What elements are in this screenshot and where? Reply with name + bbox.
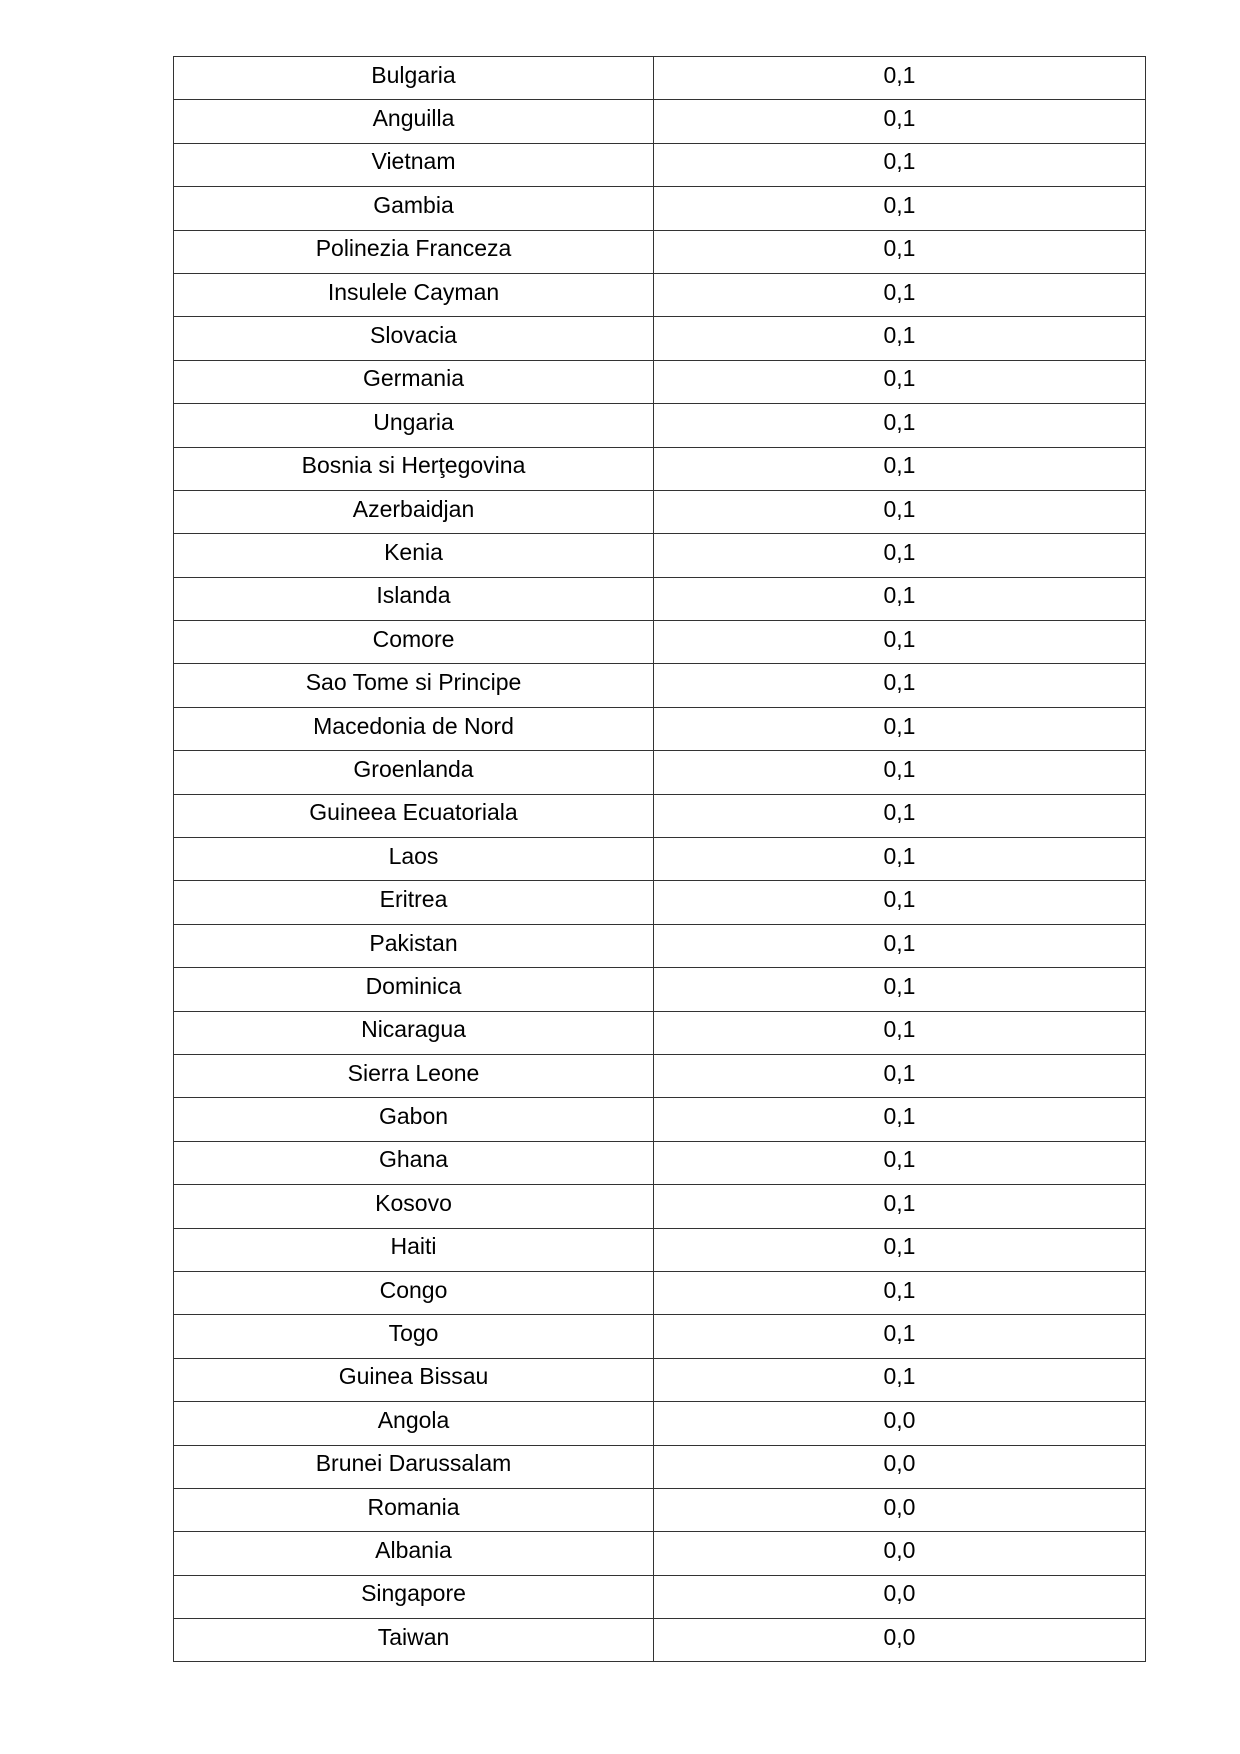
table-row [174, 1054, 1146, 1097]
table-row [174, 447, 1146, 490]
country-name-cell: Singapore [174, 1575, 654, 1618]
value-cell: 0,1 [654, 360, 1146, 403]
value-cell: 0,1 [654, 838, 1146, 881]
value-cell: 0,1 [654, 968, 1146, 1011]
value-cell: 0,1 [654, 317, 1146, 360]
value-cell: 0,1 [654, 924, 1146, 967]
country-name-cell: Azerbaidjan [174, 490, 654, 533]
value-cell: 0,1 [654, 143, 1146, 186]
table-row [174, 1315, 1146, 1358]
table-row [174, 1532, 1146, 1575]
table-row [174, 1402, 1146, 1445]
value-cell: 0,1 [654, 404, 1146, 447]
table-body [174, 57, 1146, 1662]
country-value-table [173, 56, 1146, 1662]
country-name-cell: Brunei Darussalam [174, 1445, 654, 1488]
table-row [174, 1575, 1146, 1618]
country-name-cell: Sao Tome si Principe [174, 664, 654, 707]
table-row [174, 1619, 1146, 1662]
value-cell: 0,1 [654, 881, 1146, 924]
table-row [174, 968, 1146, 1011]
country-name-cell: Groenlanda [174, 751, 654, 794]
table-row [174, 57, 1146, 100]
country-name-cell: Bulgaria [174, 57, 654, 100]
value-cell: 0,1 [654, 1358, 1146, 1401]
country-name-cell: Gabon [174, 1098, 654, 1141]
country-name-cell: Ungaria [174, 404, 654, 447]
value-cell: 0,0 [654, 1532, 1146, 1575]
country-name-cell: Guineea Ecuatoriala [174, 794, 654, 837]
country-name-cell: Anguilla [174, 100, 654, 143]
table-row [174, 1358, 1146, 1401]
table-row [174, 1011, 1146, 1054]
table-row [174, 534, 1146, 577]
table-row [174, 621, 1146, 664]
table-row [174, 1445, 1146, 1488]
table-row [174, 838, 1146, 881]
value-cell: 0,1 [654, 1228, 1146, 1271]
table-row [174, 1141, 1146, 1184]
table-row [174, 924, 1146, 967]
table-row [174, 273, 1146, 316]
value-cell: 0,1 [654, 100, 1146, 143]
value-cell: 0,1 [654, 794, 1146, 837]
table-row [174, 143, 1146, 186]
value-cell: 0,1 [654, 1098, 1146, 1141]
table-row [174, 794, 1146, 837]
value-cell: 0,1 [654, 1141, 1146, 1184]
value-cell: 0,1 [654, 534, 1146, 577]
country-name-cell: Slovacia [174, 317, 654, 360]
value-cell: 0,1 [654, 751, 1146, 794]
country-name-cell: Romania [174, 1488, 654, 1531]
country-name-cell: Kosovo [174, 1185, 654, 1228]
value-cell: 0,1 [654, 57, 1146, 100]
country-name-cell: Togo [174, 1315, 654, 1358]
value-cell: 0,1 [654, 1271, 1146, 1314]
table-row [174, 230, 1146, 273]
value-cell: 0,1 [654, 447, 1146, 490]
value-cell: 0,1 [654, 1054, 1146, 1097]
table-row [174, 490, 1146, 533]
table-row [174, 707, 1146, 750]
value-cell: 0,0 [654, 1488, 1146, 1531]
country-name-cell: Congo [174, 1271, 654, 1314]
country-name-cell: Germania [174, 360, 654, 403]
value-cell: 0,0 [654, 1445, 1146, 1488]
value-cell: 0,0 [654, 1402, 1146, 1445]
value-cell: 0,1 [654, 230, 1146, 273]
country-name-cell: Eritrea [174, 881, 654, 924]
value-cell: 0,1 [654, 187, 1146, 230]
table-row [174, 1271, 1146, 1314]
country-name-cell: Bosnia si Herţegovina [174, 447, 654, 490]
country-name-cell: Macedonia de Nord [174, 707, 654, 750]
value-cell: 0,1 [654, 577, 1146, 620]
table-row [174, 187, 1146, 230]
value-cell: 0,0 [654, 1619, 1146, 1662]
country-name-cell: Vietnam [174, 143, 654, 186]
value-cell: 0,1 [654, 273, 1146, 316]
table-row [174, 881, 1146, 924]
country-name-cell: Laos [174, 838, 654, 881]
value-cell: 0,1 [654, 664, 1146, 707]
country-name-cell: Taiwan [174, 1619, 654, 1662]
country-name-cell: Islanda [174, 577, 654, 620]
value-cell: 0,1 [654, 621, 1146, 664]
country-name-cell: Pakistan [174, 924, 654, 967]
table-row [174, 751, 1146, 794]
table-row [174, 577, 1146, 620]
country-name-cell: Sierra Leone [174, 1054, 654, 1097]
table-row [174, 1185, 1146, 1228]
value-cell: 0,1 [654, 1315, 1146, 1358]
country-name-cell: Comore [174, 621, 654, 664]
country-name-cell: Gambia [174, 187, 654, 230]
table-row [174, 1098, 1146, 1141]
table-row [174, 404, 1146, 447]
table-row [174, 1488, 1146, 1531]
value-cell: 0,1 [654, 707, 1146, 750]
country-name-cell: Polinezia Franceza [174, 230, 654, 273]
table-row [174, 100, 1146, 143]
table-row [174, 360, 1146, 403]
table-row [174, 664, 1146, 707]
country-name-cell: Haiti [174, 1228, 654, 1271]
value-cell: 0,1 [654, 490, 1146, 533]
value-cell: 0,0 [654, 1575, 1146, 1618]
table-row [174, 1228, 1146, 1271]
country-name-cell: Nicaragua [174, 1011, 654, 1054]
country-name-cell: Albania [174, 1532, 654, 1575]
country-name-cell: Guinea Bissau [174, 1358, 654, 1401]
country-name-cell: Angola [174, 1402, 654, 1445]
country-name-cell: Kenia [174, 534, 654, 577]
country-name-cell: Insulele Cayman [174, 273, 654, 316]
country-name-cell: Ghana [174, 1141, 654, 1184]
value-cell: 0,1 [654, 1011, 1146, 1054]
table-row [174, 317, 1146, 360]
value-cell: 0,1 [654, 1185, 1146, 1228]
country-name-cell: Dominica [174, 968, 654, 1011]
